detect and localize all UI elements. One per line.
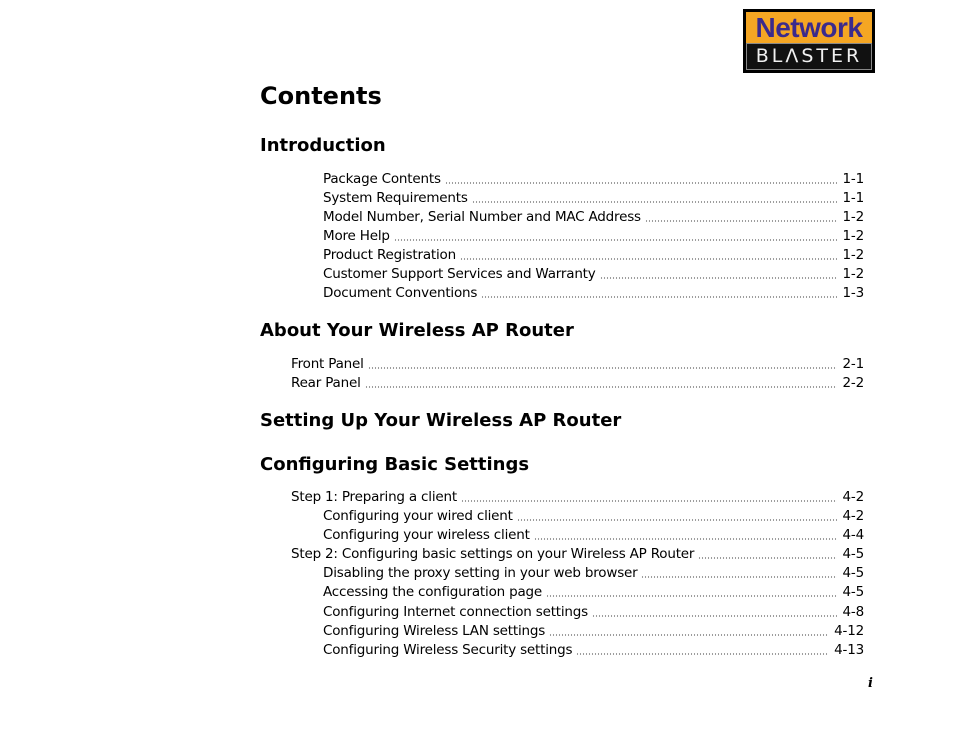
- toc-entry-label: Step 2: Configuring basic settings on your Wireless AP Router: [291, 546, 695, 562]
- toc-entry[interactable]: [323, 170, 864, 189]
- toc-entry-label: Configuring Internet connection settings: [323, 604, 588, 620]
- toc-entry[interactable]: [323, 583, 864, 602]
- toc-entry-label: Configuring your wireless client: [323, 527, 530, 543]
- leader-dots: [698, 556, 836, 560]
- toc-entry-page: 2-1: [842, 356, 864, 372]
- toc-entry-page: 1-1: [842, 190, 864, 206]
- leader-dots: [641, 575, 836, 579]
- toc-entry-page: 1-3: [842, 285, 864, 301]
- toc-entry-page: 4-4: [842, 527, 864, 543]
- leader-dots: [472, 200, 837, 204]
- toc-entry[interactable]: [323, 265, 864, 284]
- toc-entry-label: Customer Support Services and Warranty: [323, 266, 596, 282]
- toc-entry[interactable]: [323, 564, 864, 583]
- section-heading-introduction: Introduction: [260, 135, 386, 156]
- toc-entry-page: 4-5: [842, 565, 864, 581]
- leader-dots: [517, 518, 837, 522]
- toc-entry-label: System Requirements: [323, 190, 468, 206]
- toc-entry-page: 1-2: [842, 247, 864, 263]
- toc-entry-label: Front Panel: [291, 356, 364, 372]
- leader-dots: [546, 594, 837, 598]
- toc-entry[interactable]: [323, 189, 864, 208]
- toc-entry[interactable]: [291, 374, 864, 393]
- toc-entry-page: 4-13: [834, 642, 864, 658]
- leader-dots: [461, 499, 837, 503]
- leader-dots: [645, 219, 837, 223]
- leader-dots: [481, 295, 836, 299]
- leader-dots: [600, 276, 837, 280]
- toc-entry[interactable]: [291, 545, 864, 564]
- toc-entry[interactable]: [323, 507, 864, 526]
- toc-entry-label: Accessing the configuration page: [323, 584, 542, 600]
- leader-dots: [549, 633, 828, 637]
- logo-bottom-text: BLΛSTER: [746, 43, 872, 70]
- toc-entry-page: 1-2: [842, 209, 864, 225]
- toc-entry-page: 4-5: [842, 584, 864, 600]
- toc-entry-page: 1-2: [842, 228, 864, 244]
- toc-entry-label: Configuring Wireless LAN settings: [323, 623, 546, 639]
- leader-dots: [576, 652, 828, 656]
- toc-entry-label: Configuring your wired client: [323, 508, 513, 524]
- page-number: i: [868, 676, 873, 691]
- toc-entry-label: Step 1: Preparing a client: [291, 489, 457, 505]
- leader-dots: [445, 181, 837, 185]
- toc-entry-label: Product Registration: [323, 247, 456, 263]
- toc-entry-label: Document Conventions: [323, 285, 478, 301]
- section-heading-configuring-basic: Configuring Basic Settings: [260, 454, 530, 475]
- toc-entry-label: Configuring Wireless Security settings: [323, 642, 573, 658]
- toc-entry-page: 2-2: [842, 375, 864, 391]
- toc-entry[interactable]: [323, 246, 864, 265]
- leader-dots: [368, 366, 837, 370]
- toc-entry[interactable]: [291, 488, 864, 507]
- toc-entry[interactable]: [323, 208, 864, 227]
- toc-entry[interactable]: [291, 355, 864, 374]
- toc-entry-page: 4-5: [842, 546, 864, 562]
- toc-entry-label: More Help: [323, 228, 390, 244]
- toc-entry-label: Rear Panel: [291, 375, 361, 391]
- network-blaster-logo: [743, 9, 875, 73]
- section-heading-setting-up: Setting Up Your Wireless AP Router: [260, 410, 622, 431]
- leader-dots: [365, 385, 837, 389]
- toc-entry[interactable]: [323, 284, 864, 303]
- toc-entry-page: 4-12: [834, 623, 864, 639]
- toc-entry-label: Model Number, Serial Number and MAC Address: [323, 209, 641, 225]
- toc-entry-page: 1-2: [842, 266, 864, 282]
- toc-entry[interactable]: [323, 641, 864, 660]
- leader-dots: [534, 537, 837, 541]
- leader-dots: [394, 238, 837, 242]
- toc-entry-label: Disabling the proxy setting in your web browser: [323, 565, 638, 581]
- toc-entry-label: Package Contents: [323, 171, 441, 187]
- toc-entry-page: 4-8: [842, 604, 864, 620]
- toc-entry[interactable]: [323, 622, 864, 641]
- section-heading-about-router: About Your Wireless AP Router: [260, 320, 574, 341]
- page-title: Contents: [260, 82, 382, 110]
- toc-entry[interactable]: [323, 227, 864, 246]
- toc-entry-page: 1-1: [842, 171, 864, 187]
- leader-dots: [592, 614, 837, 618]
- leader-dots: [460, 257, 837, 261]
- toc-entry[interactable]: [323, 526, 864, 545]
- toc-entry-page: 4-2: [842, 508, 864, 524]
- toc-entry[interactable]: [323, 603, 864, 622]
- logo-top-text: Network: [746, 12, 872, 43]
- toc-entry-page: 4-2: [842, 489, 864, 505]
